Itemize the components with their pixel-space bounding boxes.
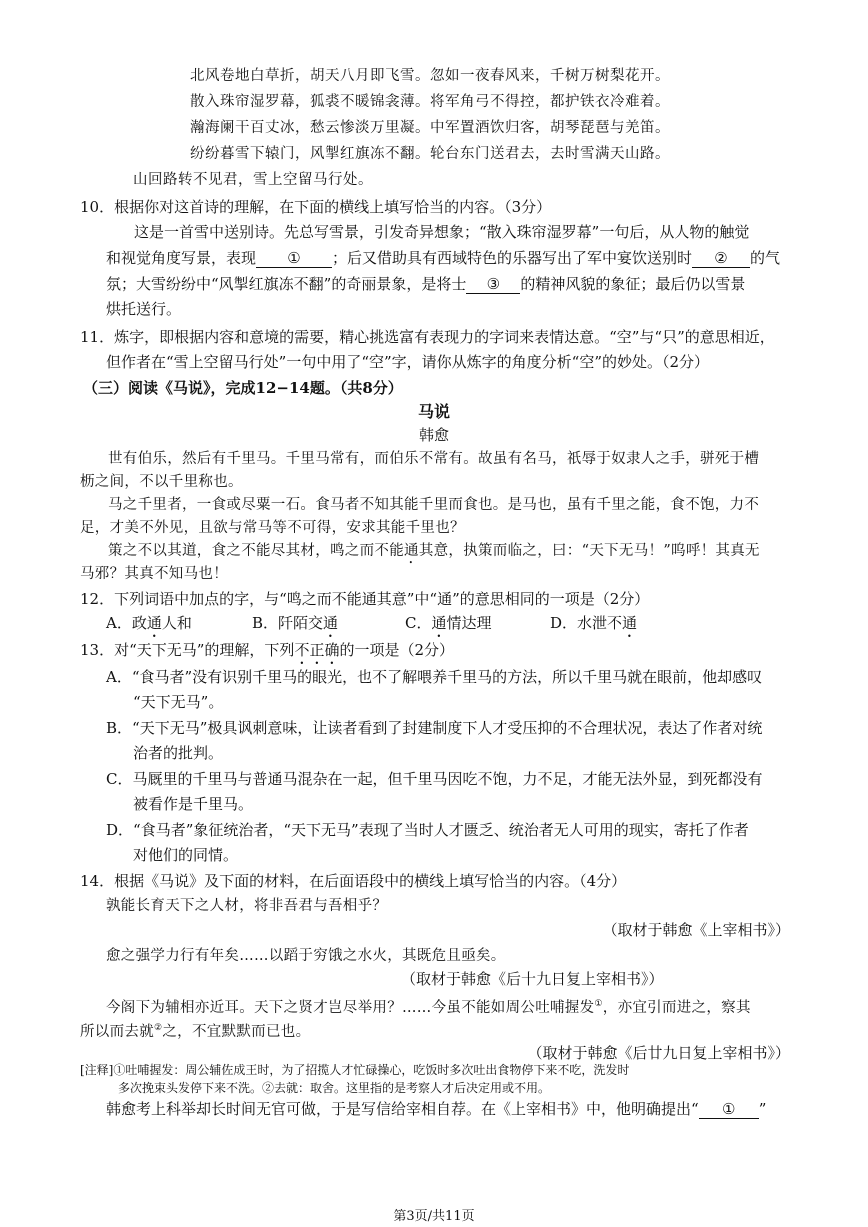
answer-blank-2[interactable]: ② <box>692 250 750 268</box>
material-text: 愈之强学力行有年矣……以蹈于穷饿之水火，其既危且亟矣。 <box>106 948 506 964</box>
passage-line: 策之不以其道，食之不能尽其材，鸣之而不能通其意，执策而临之，曰：“天下无马！”呜呼！其真无 <box>108 543 760 559</box>
q13-option-c[interactable]: C．马厩里的千里马与普通马混杂在一起，但千里马因吃不饱，力不足，才能无法外显，到死都没有 <box>106 770 763 788</box>
q10-para-line: 这是一首雪中送别诗。先总写雪景，引发奇异想象；“散入珠帘湿罗幕”一句后，从人物的触觉 <box>134 223 750 241</box>
poem-line: 散入珠帘湿罗幕，狐裘不暖锦衾薄。将军角弓不得控，都护铁衣冷难着。 <box>190 94 670 110</box>
answer-blank-1[interactable]: ① <box>699 1101 759 1119</box>
material-source: （取材于韩愈《后十九日复上宰相书》） <box>401 970 664 988</box>
q11-stem: 但作者在“雪上空留马行处”一句中用了“空”字，请你从炼字的角度分析“空”的妙处。（2分） <box>106 353 710 371</box>
section-heading: （三）阅读《马说》，完成12−14题。（共8分） <box>83 379 403 397</box>
q13-option-c-cont: 被看作是千里马。 <box>133 795 254 813</box>
q13-option-b-cont: 治者的批判。 <box>133 744 224 762</box>
q14-paragraph: 韩愈考上科举却长时间无官可做，于是写信给宰相自荐。在《上宰相书》中，他明确提出“ ① ” <box>106 1100 767 1118</box>
passage-line: 枥之间，不以千里称也。 <box>80 474 243 490</box>
page-number: 第3页/共11页 <box>393 1209 475 1224</box>
emphasized-char: 通 <box>404 543 419 559</box>
q13-option-d[interactable]: D．“食马者”象征统治者，“天下无马”表现了当时人才匮乏、统治者无人可用的现实，寄托了作者 <box>106 821 749 839</box>
q14-stem: 14．根据《马说》及下面的材料，在后面语段中的横线上填写恰当的内容。（4分） <box>80 872 627 890</box>
material-text: 孰能长育天下之人材，将非吾君与吾相乎？ <box>106 898 388 914</box>
emphasized-char: 通 <box>431 614 447 632</box>
q12-stem: 12．下列词语中加点的字，与“鸣之而不能通其意”中“通”的意思相同的一项是（2分） <box>80 590 650 608</box>
poem-line: 北风卷地白草折，胡天八月即飞雪。忽如一夜春风来，千树万树梨花开。 <box>190 68 670 84</box>
q13-option-d-cont: 对他们的同情。 <box>133 846 239 864</box>
q10-para-line: 烘托送行。 <box>106 300 182 318</box>
q12-option-c[interactable]: C．通情达理 <box>405 614 492 632</box>
answer-blank-1[interactable]: ① <box>256 250 332 268</box>
material-text: 今阁下为辅相亦近耳。天下之贤才岂尽举用？……今虽不能如周公吐哺握发①，亦宜引而进之，察其 <box>106 999 751 1016</box>
poem-line: 纷纷暮雪下辕门，风掣红旗冻不翻。轮台东门送君去，去时雪满天山路。 <box>190 146 670 162</box>
passage-line: 马邪？其真不知马也！ <box>80 566 228 582</box>
material-source: （取材于韩愈《后廿九日复上宰相书》） <box>527 1044 790 1062</box>
passage-line: 足，才美不外见，且欲与常马等不可得，安求其能千里也？ <box>80 520 465 536</box>
passage-line: 马之千里者，一食或尽粟一石。食马者不知其能千里而食也。是马也，虽有千里之能，食不饱，力不 <box>108 497 760 513</box>
q10-para-line: 和视觉角度写景，表现 ① ；后又借助具有西域特色的乐器写出了军中宴饮送别时 ② 的气 <box>106 249 781 267</box>
poem-line: 山回路转不见君，雪上空留马行处。 <box>133 172 373 188</box>
q12-option-d[interactable]: D．水泄不通 <box>550 614 638 632</box>
material-source: （取材于韩愈《上宰相书》） <box>602 921 790 939</box>
poem-line: 瀚海阑干百丈冰，愁云惨淡万里凝。中军置酒饮归客，胡琴琵琶与羌笛。 <box>190 120 670 136</box>
annotation-note: [注释]①吐哺握发：周公辅佐成王时，为了招揽人才忙碌操心，吃饭时多次吐出食物停下来不吃，洗发时 <box>80 1063 630 1077</box>
q13-stem: 13．对“天下无马”的理解，下列不正确的一项是（2分） <box>80 641 454 659</box>
emphasized-char: 通 <box>323 614 339 632</box>
annotation-note: 多次挽束头发停下来不洗。②去就：取舍。这里指的是考察人才后决定用或不用。 <box>118 1081 551 1095</box>
q12-option-a[interactable]: A．政通人和 <box>106 614 192 632</box>
q10-para-line: 氛；大雪纷纷中“风掣红旗冻不翻”的奇丽景象，是将士 ③ 的精神风貌的象征；最后仍以雪景 <box>106 275 746 293</box>
passage-line: 世有伯乐，然后有千里马。千里马常有，而伯乐不常有。故虽有名马，祇辱于奴隶人之手，骈死于槽 <box>108 451 760 467</box>
material-text: 所以而去就②之，不宜默默而已也。 <box>80 1023 311 1040</box>
passage-title: 马说 <box>417 402 450 421</box>
q13-option-b[interactable]: B．“天下无马”极具讽刺意味，让读者看到了封建制度下人才受压抑的不合理状况，表达了作者对统 <box>106 719 763 737</box>
emphasized-phrase: 不正确 <box>294 641 340 659</box>
q13-option-a[interactable]: A．“食马者”没有识别千里马的眼光，也不了解喂养千里马的方法，所以千里马就在眼前，他却感叹 <box>106 668 763 686</box>
q13-option-a-cont: “天下无马”。 <box>133 693 224 711</box>
emphasized-char: 通 <box>622 614 638 632</box>
passage-author: 韩愈 <box>418 426 449 444</box>
q11-stem: 11．炼字，即根据内容和意境的需要，精心挑选富有表现力的字词来表情达意。“空”与“只”的意思相近， <box>80 328 775 346</box>
answer-blank-3[interactable]: ③ <box>466 276 520 294</box>
q12-option-b[interactable]: B．阡陌交通 <box>252 614 339 632</box>
q10-stem: 10．根据你对这首诗的理解，在下面的横线上填写恰当的内容。（3分） <box>80 198 552 216</box>
emphasized-char: 通 <box>146 614 162 632</box>
